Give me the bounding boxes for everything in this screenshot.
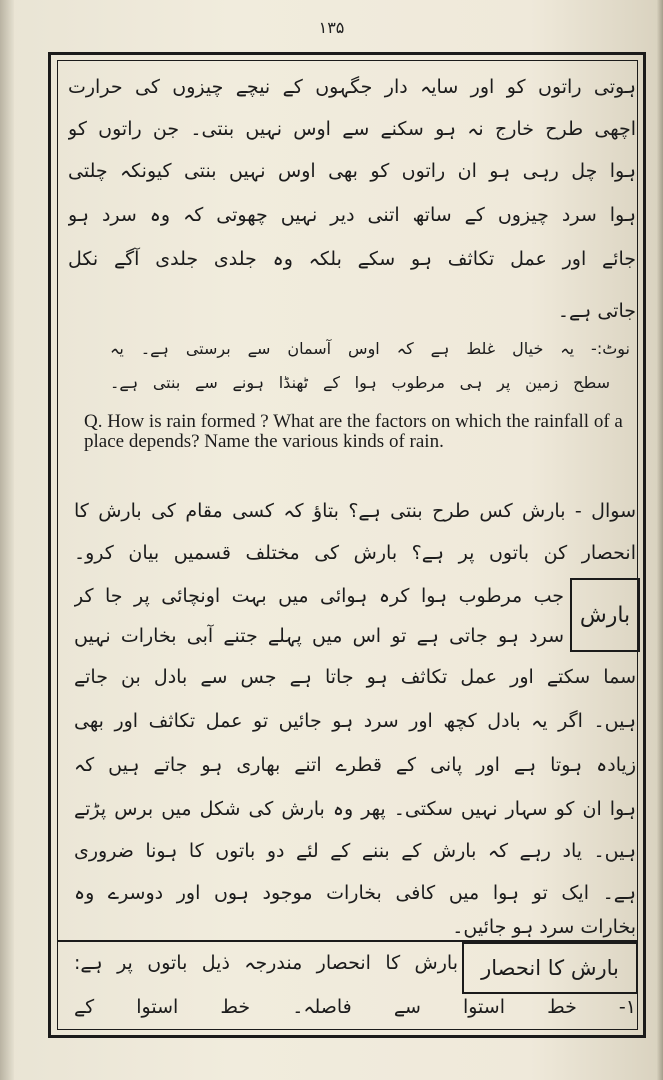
rain-para-line-6: ہوا ان کو سہار نہیں سکتی۔ پھر وہ بارش کی شکل میں برس پڑتے: [74, 798, 636, 820]
question-english: Q. How is rain formed ? What are the factors on which the rainfall of a place depends? Name the various kinds of rain.: [84, 411, 623, 452]
para1-line-1: ہوتی راتوں کو اور سایہ دار جگہوں کے نیچے چیزوں کی حرارت: [68, 76, 636, 98]
rain-para-line-4: ہیں۔ اگر یہ بادل کچھ اور سرد ہو جائیں تو عمل تکاثف اور بھی: [74, 710, 636, 732]
dependence-line-1: بارش کا انحصار مندرجہ ذیل باتوں پر ہے:: [74, 952, 458, 974]
page-left-edge: [0, 0, 14, 1080]
para1-line-6: جاتی ہے۔: [557, 300, 636, 322]
para1-line-3: ہوا چل رہی ہو ان راتوں کو بھی اوس نہیں بنتی کیونکہ چلتی: [68, 160, 636, 182]
dependence-line-2: ۱- خط استوا سے فاصلہ۔ خط استوا کے: [74, 996, 636, 1018]
rain-para-line-7: ہیں۔ یاد رہے کہ بارش کے بننے کے لئے دو باتوں کا ہونا ضروری: [74, 840, 636, 862]
margin-heading-rain: بارش: [570, 578, 640, 652]
rain-para-line-2: سرد ہو جاتی ہے تو اس میں پہلے جتنے آبی بخارات نہیں: [74, 625, 564, 647]
note-line-2: سطح زمین پر ہی مرطوب ہوا کے ٹھنڈا ہونے سے بنتی ہے۔: [110, 373, 610, 392]
rain-para-line-1: جب مرطوب ہوا کرہ ہوائی میں بہت اونچائی پر جا کر: [74, 585, 564, 607]
question-urdu-line-1: سوال - بارش کس طرح بنتی ہے؟ بتاؤ کہ کسی مقام کی بارش کا: [74, 500, 636, 522]
question-urdu-line-2: انحصار کن باتوں پر ہے؟ بارش کی مختلف قسمیں بیان کرو۔: [74, 542, 636, 564]
rain-para-line-3: سما سکتے اور عمل تکاثف ہو جاتا ہے جس سے بادل بن جاتے: [74, 666, 636, 688]
note-line-1: نوٹ:- یہ خیال غلط ہے کہ اوس آسمان سے برستی ہے۔ یہ: [110, 339, 630, 358]
page-number: ۱۳۵: [318, 18, 345, 37]
rain-para-line-9: بخارات سرد ہو جائیں۔: [452, 916, 636, 938]
para1-line-4: ہوا سرد چیزوں کے ساتھ اتنی دیر نہیں چھوتی کہ وہ سرد ہو: [68, 204, 636, 226]
para1-line-2: اچھی طرح خارج نہ ہو سکنے سے اوس نہیں بنتی۔ جن راتوں کو: [68, 118, 636, 140]
rain-para-line-8: ہے۔ ایک تو ہوا میں کافی بخارات موجود ہوں اور دوسرے وہ: [74, 882, 636, 904]
para1-line-5: جائے اور عمل تکاثف ہو سکے بلکہ وہ جلدی جلدی آگے نکل: [68, 248, 636, 270]
margin-heading-rain-dependence: بارش کا انحصار: [462, 942, 638, 994]
page-right-edge: [657, 0, 663, 1080]
rain-para-line-5: زیادہ ہوتا ہے اور پانی کے قطرے اتنے بھاری ہو جاتے ہیں کہ: [74, 754, 636, 776]
